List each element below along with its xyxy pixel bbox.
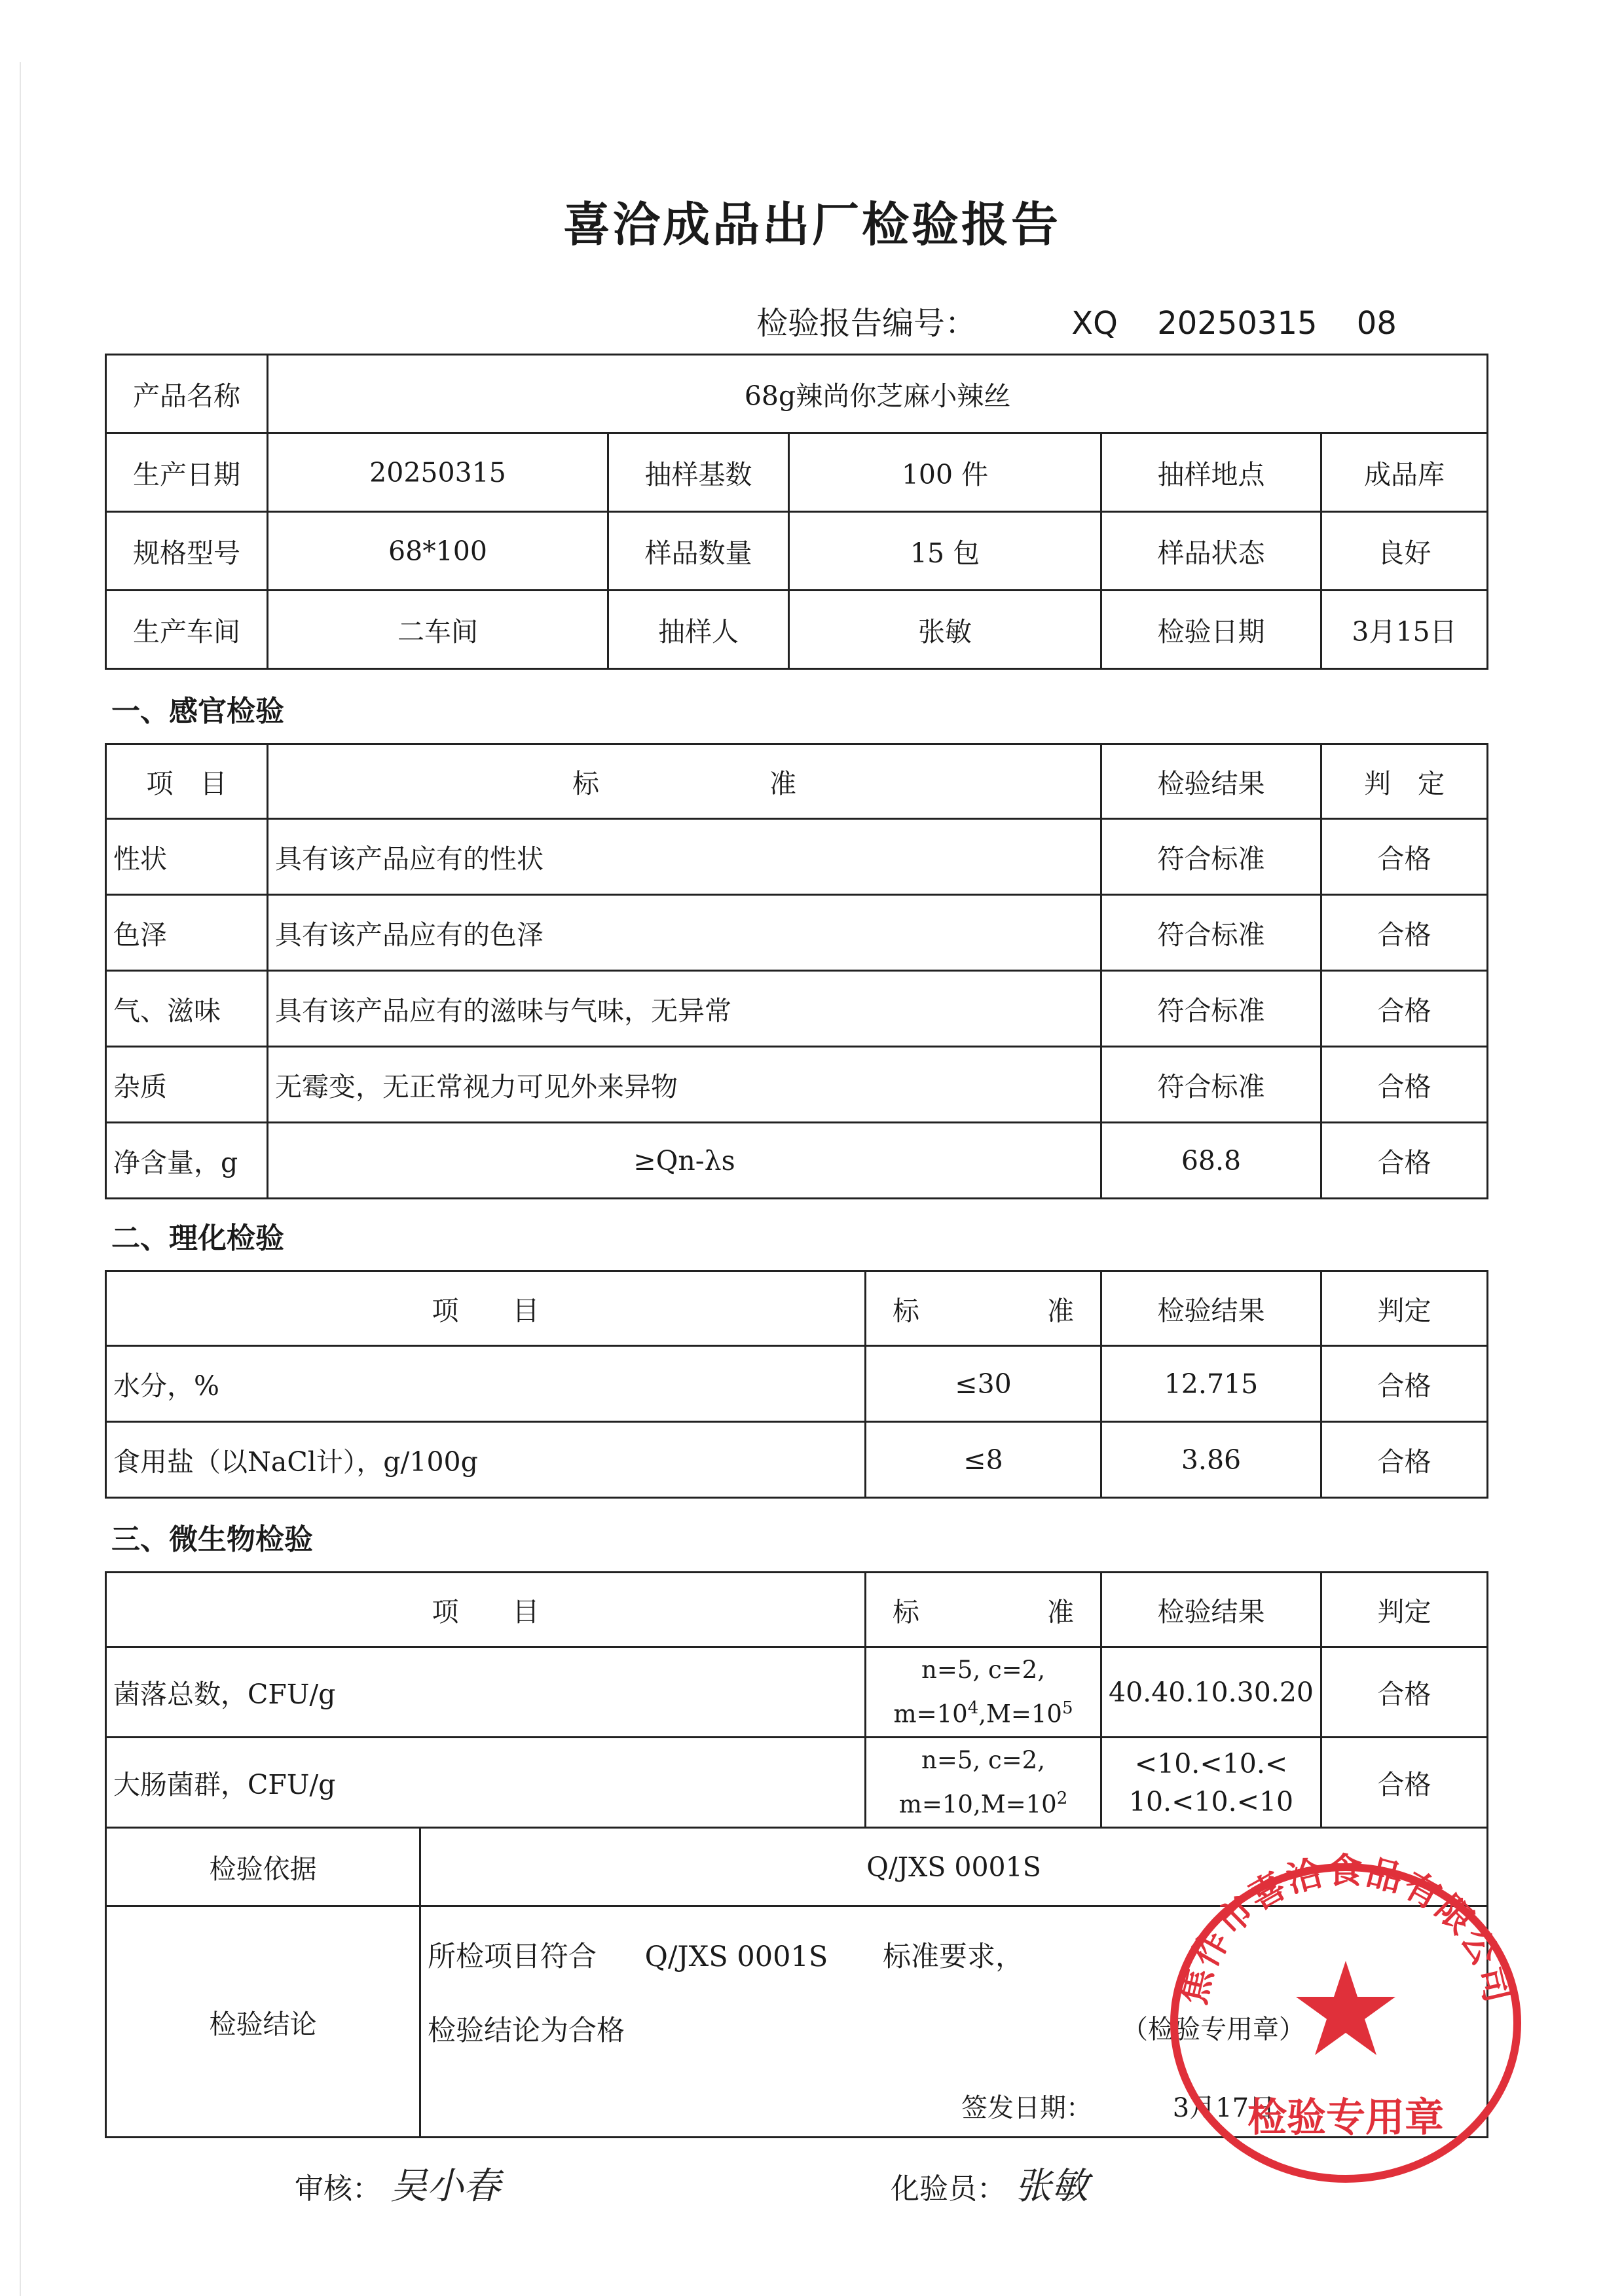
tester-name: 张敏 bbox=[1015, 2165, 1088, 2208]
physchem-standard: ≤30 bbox=[866, 1346, 1101, 1422]
micro-standard-line2 bbox=[873, 1779, 1094, 1823]
micro-standard bbox=[866, 1738, 1101, 1828]
conclusion-line1 bbox=[428, 1935, 1024, 1975]
micro-result-line1: <10.<10.< bbox=[1134, 1747, 1288, 1779]
inspect-date-label: 检验日期 bbox=[1101, 591, 1321, 669]
sensory-standard: 具有该产品应有的色泽 bbox=[268, 895, 1101, 971]
micro-col-standard bbox=[866, 1573, 1101, 1647]
sensory-result: 符合标准 bbox=[1101, 895, 1321, 971]
physchem-item: 食用盐（以NaCl计），g/100g bbox=[106, 1422, 866, 1498]
workshop: 二车间 bbox=[268, 591, 608, 669]
inspect-date: 3月15日 bbox=[1321, 591, 1488, 669]
physchem-result: 3.86 bbox=[1101, 1422, 1321, 1498]
sensory-item: 气、滋味 bbox=[106, 971, 268, 1047]
conclusion-line1-std: Q/JXS 0001S bbox=[644, 1941, 828, 1973]
reviewer-label: 审核： bbox=[295, 2172, 381, 2206]
sensory-table bbox=[105, 743, 1488, 1199]
spec: 68*100 bbox=[268, 512, 608, 591]
inspection-stamp bbox=[1162, 1850, 1529, 2190]
conclusion-line1-b: 标准要求， bbox=[882, 1941, 1024, 1973]
tester-signature bbox=[891, 2157, 1088, 2210]
basis-label: 检验依据 bbox=[106, 1828, 420, 1906]
micro-col-result: 检验结果 bbox=[1101, 1573, 1321, 1647]
prod-date-label: 生产日期 bbox=[106, 433, 268, 512]
sample-state: 良好 bbox=[1321, 512, 1488, 591]
sensory-verdict: 合格 bbox=[1321, 1047, 1488, 1123]
micro-standard-M: ,M=10 bbox=[978, 1700, 1062, 1728]
sensory-verdict: 合格 bbox=[1321, 895, 1488, 971]
sensory-result: 68.8 bbox=[1101, 1123, 1321, 1199]
physchem-item: 水分，% bbox=[106, 1346, 866, 1422]
conclusion-line1-a: 所检项目符合 bbox=[428, 1941, 597, 1973]
sensory-standard: ≥Qn-λs bbox=[268, 1123, 1101, 1199]
micro-standard-M-exp: 5 bbox=[1061, 1698, 1073, 1718]
sampler: 张敏 bbox=[789, 591, 1101, 669]
sample-qty-label: 样品数量 bbox=[608, 512, 789, 591]
physchem-col-result: 检验结果 bbox=[1101, 1271, 1321, 1346]
product-name: 68g辣尚你芝麻小辣丝 bbox=[268, 355, 1488, 433]
physchem-heading: 二、理化检验 bbox=[111, 1222, 284, 1255]
micro-verdict: 合格 bbox=[1321, 1738, 1488, 1828]
stamp-center: 检验专用章 bbox=[1247, 2095, 1444, 2141]
reviewer-signature bbox=[295, 2157, 500, 2210]
sensory-item: 性状 bbox=[106, 819, 268, 895]
sample-place: 成品库 bbox=[1321, 433, 1488, 512]
sampler-label: 抽样人 bbox=[608, 591, 789, 669]
sensory-result: 符合标准 bbox=[1101, 819, 1321, 895]
basis-value: Q/JXS 0001S bbox=[420, 1828, 1488, 1906]
sample-base-label: 抽样基数 bbox=[608, 433, 789, 512]
spec-label: 规格型号 bbox=[106, 512, 268, 591]
micro-result-line1: 40.40.10.30.20 bbox=[1109, 1676, 1314, 1708]
sensory-verdict: 合格 bbox=[1321, 971, 1488, 1047]
sensory-col-result: 检验结果 bbox=[1101, 744, 1321, 819]
sensory-item: 色泽 bbox=[106, 895, 268, 971]
physchem-standard: ≤8 bbox=[866, 1422, 1101, 1498]
physchem-col-standard-b: 准 bbox=[1047, 1295, 1074, 1326]
report-number-seq: 08 bbox=[1356, 305, 1397, 342]
report-number-date: 20250315 bbox=[1157, 305, 1318, 342]
stamp-company-text: 焦作市喜洽食品有限公司 bbox=[1172, 1850, 1520, 2009]
tester-label: 化验员： bbox=[891, 2172, 1006, 2206]
micro-col-standard-b: 准 bbox=[1047, 1596, 1075, 1628]
product-name-label: 产品名称 bbox=[106, 355, 268, 433]
micro-standard-M-exp: 2 bbox=[1056, 1788, 1068, 1808]
physchem-col-standard bbox=[866, 1271, 1101, 1346]
reviewer-name: 吴小春 bbox=[390, 2165, 500, 2208]
physchem-table bbox=[105, 1270, 1488, 1499]
sensory-verdict: 合格 bbox=[1321, 1123, 1488, 1199]
seal-note: （检验专用章） bbox=[1122, 2014, 1305, 2045]
micro-standard-line1: n=5, c=2, bbox=[921, 1745, 1045, 1774]
report-number bbox=[756, 298, 1397, 343]
micro-standard bbox=[866, 1647, 1101, 1738]
info-table bbox=[105, 354, 1488, 670]
physchem-result: 12.715 bbox=[1101, 1346, 1321, 1422]
micro-result-line2: 10.<10.<10 bbox=[1128, 1785, 1294, 1817]
physchem-col-standard-a: 标 bbox=[893, 1295, 919, 1326]
sensory-verdict: 合格 bbox=[1321, 819, 1488, 895]
micro-standard-line2 bbox=[873, 1689, 1094, 1733]
sensory-standard: 具有该产品应有的性状 bbox=[268, 819, 1101, 895]
micro-heading: 三、微生物检验 bbox=[111, 1523, 313, 1556]
sensory-item: 净含量，g bbox=[106, 1123, 268, 1199]
physchem-verdict: 合格 bbox=[1321, 1346, 1488, 1422]
micro-standard-line1: n=5, c=2, bbox=[921, 1655, 1045, 1684]
issue-date-value: 3月17日 bbox=[1172, 2093, 1276, 2123]
sample-state-label: 样品状态 bbox=[1101, 512, 1321, 591]
report-number-prefix: XQ bbox=[1071, 305, 1118, 342]
physchem-verdict: 合格 bbox=[1321, 1422, 1488, 1498]
sensory-result: 符合标准 bbox=[1101, 1047, 1321, 1123]
sensory-col-verdict: 判 定 bbox=[1321, 744, 1488, 819]
sensory-item: 杂质 bbox=[106, 1047, 268, 1123]
sensory-standard: 无霉变，无正常视力可见外来异物 bbox=[268, 1047, 1101, 1123]
micro-verdict: 合格 bbox=[1321, 1647, 1488, 1738]
sample-place-label: 抽样地点 bbox=[1101, 433, 1321, 512]
micro-item: 菌落总数，CFU/g bbox=[106, 1647, 866, 1738]
prod-date: 20250315 bbox=[268, 433, 608, 512]
issue-date-label: 签发日期： bbox=[961, 2093, 1092, 2123]
physchem-col-item: 项 目 bbox=[106, 1271, 866, 1346]
conclusion-line2: 检验结论为合格 bbox=[428, 2014, 625, 2047]
sensory-col-item: 项 目 bbox=[106, 744, 268, 819]
sensory-col-standard bbox=[268, 744, 1101, 819]
sensory-standard: 具有该产品应有的滋味与气味，无异常 bbox=[268, 971, 1101, 1047]
report-title: 喜洽成品出厂检验报告 bbox=[563, 197, 1061, 252]
sample-base: 100 件 bbox=[789, 433, 1101, 512]
sensory-col-standard-b: 准 bbox=[769, 768, 796, 799]
micro-result bbox=[1101, 1738, 1321, 1828]
micro-standard-m: m=10,M=10 bbox=[898, 1790, 1057, 1819]
micro-col-item: 项 目 bbox=[106, 1573, 866, 1647]
micro-result bbox=[1101, 1647, 1321, 1738]
micro-standard-m-exp: 4 bbox=[967, 1698, 979, 1718]
micro-col-verdict: 判定 bbox=[1321, 1573, 1488, 1647]
workshop-label: 生产车间 bbox=[106, 591, 268, 669]
report-number-label: 检验报告编号： bbox=[756, 305, 977, 342]
sensory-heading: 一、感官检验 bbox=[111, 695, 284, 728]
micro-item: 大肠菌群，CFU/g bbox=[106, 1738, 866, 1828]
physchem-col-verdict: 判定 bbox=[1321, 1271, 1488, 1346]
sample-qty: 15 包 bbox=[789, 512, 1101, 591]
micro-col-standard-a: 标 bbox=[893, 1596, 920, 1628]
sensory-col-standard-a: 标 bbox=[572, 768, 599, 799]
stamp-star-icon bbox=[1296, 1961, 1395, 2055]
conclusion-label: 检验结论 bbox=[106, 1906, 420, 2138]
micro-standard-m: m=10 bbox=[893, 1700, 968, 1728]
sensory-result: 符合标准 bbox=[1101, 971, 1321, 1047]
